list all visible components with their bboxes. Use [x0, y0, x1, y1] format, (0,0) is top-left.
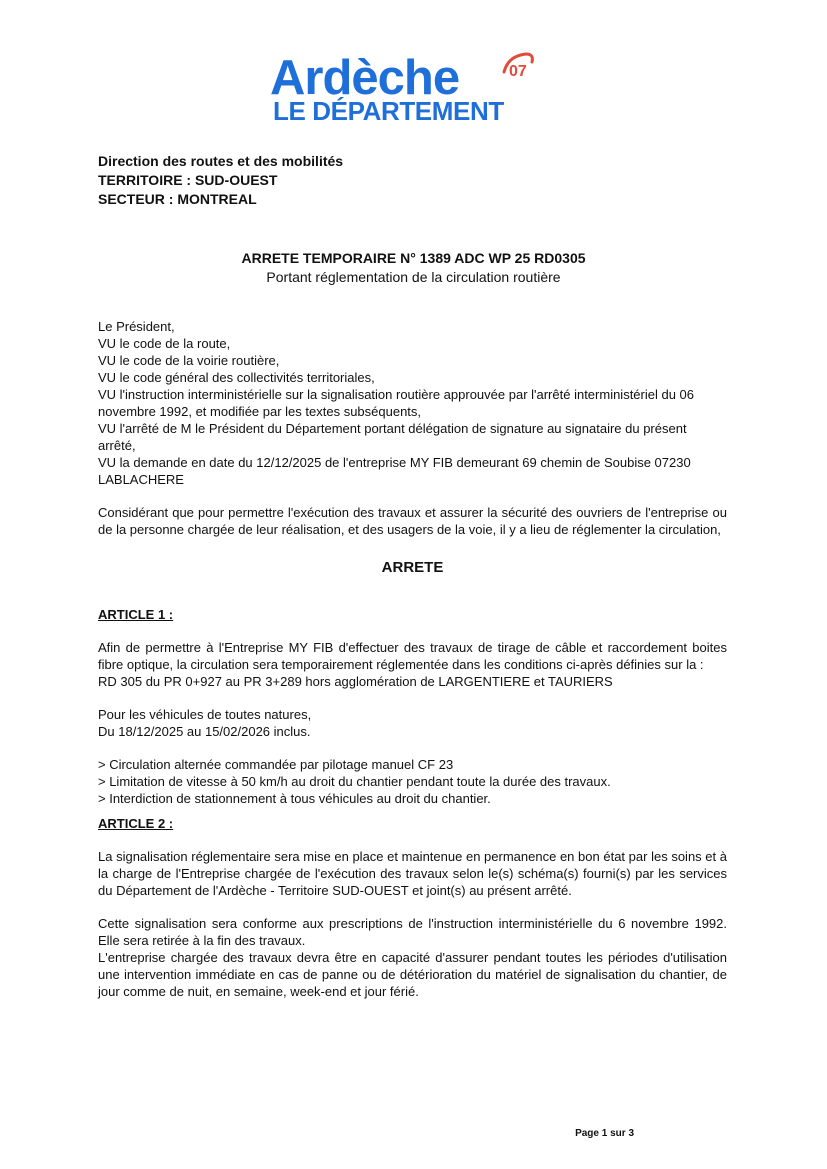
article-1-location: RD 305 du PR 0+927 au PR 3+289 hors agglomération de LARGENTIERE et TAURIERS	[98, 674, 613, 689]
header-direction: Direction des routes et des mobilités	[98, 153, 344, 169]
ardeche-logo	[270, 50, 550, 125]
preamble-line: VU l'instruction interministérielle sur la signalisation routière approuvée par l'arrêté interministériel du 06	[98, 387, 695, 402]
article-1-measure: > Interdiction de stationnement à tous véhicules au droit du chantier.	[98, 791, 491, 806]
preamble-line: VU le code de la route,	[98, 336, 231, 351]
article-1-vehicles: Pour les véhicules de toutes natures,	[98, 707, 312, 722]
preamble-line: VU le code général des collectivités territoriales,	[98, 370, 375, 385]
logo-subtitle: LE DÉPARTEMENT	[273, 96, 504, 126]
decree-title	[0, 249, 827, 287]
document-body	[98, 318, 727, 1000]
preamble-line: VU l'arrêté de M le Président du Département portant délégation de signature au signataire du présent	[98, 421, 687, 436]
preamble	[98, 318, 727, 488]
article-2-heading: ARTICLE 2 :	[98, 816, 174, 831]
preamble-line: novembre 1992, et modifiée par les textes subséquents,	[98, 404, 422, 419]
logo-title: Ardèche	[270, 51, 460, 105]
page-number: Page 1 sur 3	[575, 1128, 634, 1139]
article-2-paragraph-3: L'entreprise chargée des travaux devra être en capacité d'assurer pendant toutes les périodes d'utilisation une intervention immédiate en cas de panne ou de détérioration du matériel de signalisation du chantier, de jour comme de nuit, en semaine, week-end et jour férié.	[98, 950, 727, 999]
preamble-line: arrêté,	[98, 438, 136, 453]
logo-badge-text: 07	[509, 63, 527, 80]
preamble-line: VU le code de la voirie routière,	[98, 353, 280, 368]
issuing-service	[98, 152, 343, 209]
article-1-dates: Du 18/12/2025 au 15/02/2026 inclus.	[98, 724, 311, 739]
article-2-paragraph-1: La signalisation réglementaire sera mise en place et maintenue en permanence en bon état par les soins et à la charge de l'Entreprise chargée de l'exécution des travaux selon le(s) schéma(s) fourni(s) par les services du Département de l'Ardèche - Territoire SUD-OUEST et joint(s) au présent arrêté.	[98, 849, 727, 898]
article-2-paragraph-2: Cette signalisation sera conforme aux prescriptions de l'instruction interministérielle du 6 novembre 1992. Elle sera retirée à la fin des travaux.	[98, 916, 727, 948]
arrete-heading: ARRETE	[381, 559, 444, 576]
considerant-paragraph: Considérant que pour permettre l'exécution des travaux et assurer la sécurité des ouvriers de l'entreprise ou de la personne chargée de leur réalisation, et des usagers de la voie, il y a lieu de réglementer la circulation,	[98, 505, 727, 537]
article-1-intro: Afin de permettre à l'Entreprise MY FIB d'effectuer des travaux de tirage de câble et raccordement boites fibre optique, la circulation sera temporairement réglementée dans les conditions ci-après définies sur la :	[98, 640, 727, 672]
decree-subject: Portant réglementation de la circulation routière	[266, 269, 561, 285]
article-1-measure: > Circulation alternée commandée par pilotage manuel CF 23	[98, 757, 454, 772]
decree-number: ARRETE TEMPORAIRE N° 1389 ADC WP 25 RD0305	[241, 250, 586, 266]
header-sector: SECTEUR : MONTREAL	[98, 191, 257, 207]
preamble-line: LABLACHERE	[98, 472, 184, 487]
header-territory: TERRITOIRE : SUD-OUEST	[98, 172, 278, 188]
logo-badge-icon	[498, 50, 538, 86]
preamble-line: VU la demande en date du 12/12/2025 de l'entreprise MY FIB demeurant 69 chemin de Soubise 07230	[98, 455, 691, 470]
preamble-line: Le Président,	[98, 319, 175, 334]
article-1-measure: > Limitation de vitesse à 50 km/h au droit du chantier pendant toute la durée des travaux.	[98, 774, 611, 789]
article-1-heading: ARTICLE 1 :	[98, 607, 174, 622]
